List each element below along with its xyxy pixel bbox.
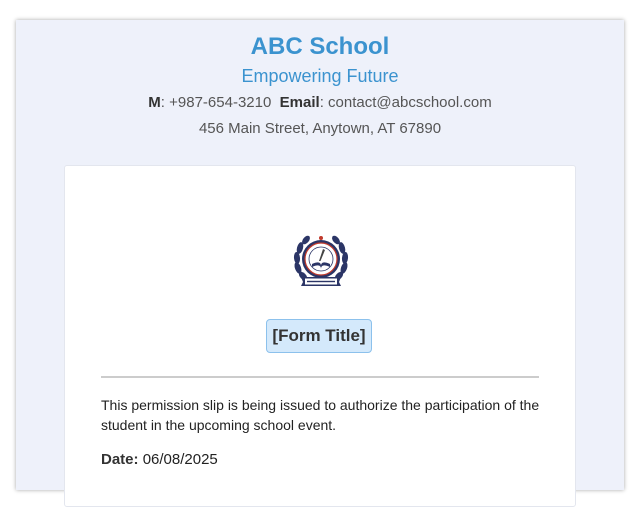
phone-label: M	[148, 94, 161, 111]
school-address: 456 Main Street, Anytown, AT 67890	[198, 120, 442, 137]
school-tagline: Empowering Future	[241, 66, 399, 86]
date-label: Date:	[101, 451, 139, 468]
letterhead-page	[16, 20, 624, 490]
email-label: Email	[279, 94, 320, 111]
form-card	[64, 165, 576, 507]
school-name: ABC School	[250, 33, 390, 60]
phone-number: +987-654-3210	[169, 94, 272, 111]
date-value: 06/08/2025	[142, 451, 218, 468]
intro-paragraph: This permission slip is being issued to authorize the participation of the student in the upcoming school event.	[101, 397, 540, 433]
date-line	[101, 451, 218, 468]
email-address: contact@abcschool.com	[328, 94, 492, 111]
contact-line: M: +987-654-3210 Email: contact@abcschool.com	[148, 94, 492, 111]
school-emblem-icon	[292, 230, 350, 290]
form-title: [Form Title]	[266, 319, 372, 353]
section-divider	[101, 376, 539, 378]
